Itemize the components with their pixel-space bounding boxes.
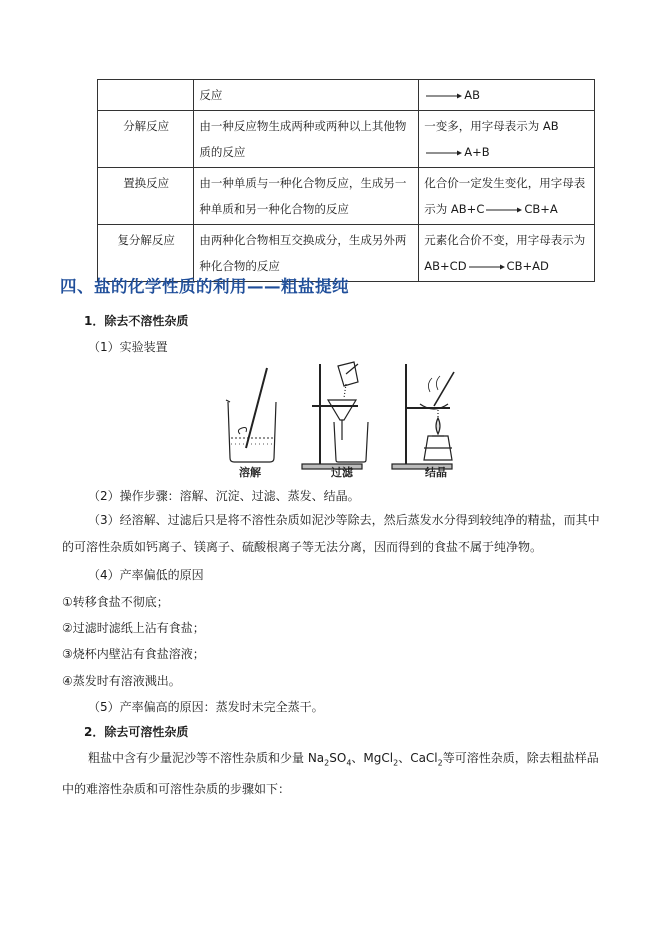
text-run: 粗盐中含有少量泥沙等不溶性杂质和少量 Na [88,751,325,765]
text-run: 、CaCl [398,751,438,765]
section-heading: 四、盐的化学性质的利用——粗盐提纯 [60,277,349,296]
table-row [98,111,595,168]
item-heading: （4）产率偏低的原因 [88,568,204,582]
reaction-type: 分解反应 [123,119,170,133]
table-cell [419,225,595,282]
table-row [98,168,595,225]
subscript: 4 [346,758,352,768]
table-cell-text: 反应 [199,88,223,102]
paragraph: （3）经溶解、过滤后只是将不溶性杂质如泥沙等除去，然后蒸发水分得到较纯净的精盐，而其中的可溶性杂质如钙离子、镁离子、硫酸根离子等无法分离，因而得到的食盐不属于纯净物。 [62,513,600,554]
table-cell [98,168,194,225]
reaction-products: CB+A [524,202,558,216]
table-cell-text: AB [464,88,481,102]
crystallize-apparatus [392,364,454,469]
text-run: 等可溶性杂质，除去粗盐样品中的难溶性杂质和可溶性杂质的步骤如下： [62,751,599,797]
reaction-type-table [97,79,595,282]
list-item: ④蒸发时有溶液溅出。 [62,674,181,688]
filter-apparatus [302,362,368,469]
list-item: ③烧杯内壁沾有食盐溶液； [62,647,205,661]
filter-label: 过滤 [331,466,353,478]
table-row [98,80,595,111]
table-cell [194,80,419,111]
table-cell [194,111,419,168]
table-cell [419,168,595,225]
subscript: 2 [437,758,443,768]
reaction-feature: 元素化合价不变，用字母表示为 [424,233,586,247]
arrow-icon [469,263,505,271]
arrow-icon [486,206,522,214]
subsection-heading: 2．除去可溶性杂质 [84,725,189,739]
reaction-feature: 一变多，用字母表示为 AB [424,119,559,133]
reaction-definition: 由两种化合物相互交换成分，生成另外两种化合物的反应 [199,233,407,273]
item-heading: （5）产率偏高的原因：蒸发时未完全蒸干。 [88,700,324,714]
paragraph [62,745,602,803]
subsection-heading: 1．除去不溶性杂质 [84,314,189,328]
reaction-products: CB+AD [506,259,549,273]
reaction-definition: 由一种反应物生成两种或两种以上其他物质的反应 [199,119,407,159]
crystallize-label: 结晶 [425,466,447,478]
reaction-feature: 化合价一定发生变化，用字母表示为 AB+C [424,176,586,216]
list-item: ①转移食盐不彻底； [62,595,169,609]
item-heading: （2）操作步骤：溶解、沉淀、过滤、蒸发、结晶。 [88,489,360,503]
list-item: ②过滤时滤纸上沾有食盐； [62,621,205,635]
reaction-type: 复分解反应 [117,233,175,247]
reaction-definition: 由一种单质与一种化合物反应，生成另一种单质和另一种化合物的反应 [199,176,407,216]
arrow-icon [426,149,462,157]
subscript: 2 [324,758,330,768]
reaction-products: A+B [464,145,490,159]
table-cell [419,111,595,168]
dissolve-apparatus [226,368,276,462]
apparatus-figure [220,360,480,478]
dissolve-label: 溶解 [239,466,261,478]
table-cell [419,80,595,111]
reaction-reactants: AB+CD [424,259,467,273]
arrow-icon [426,92,462,100]
reaction-type: 置换反应 [123,176,170,190]
table-cell [98,80,194,111]
subscript: 2 [393,758,399,768]
text-run: 、MgCl [351,751,394,765]
table-cell [194,168,419,225]
item-heading: （1）实验装置 [88,340,168,354]
text-run: SO [329,751,347,765]
table-cell [98,111,194,168]
